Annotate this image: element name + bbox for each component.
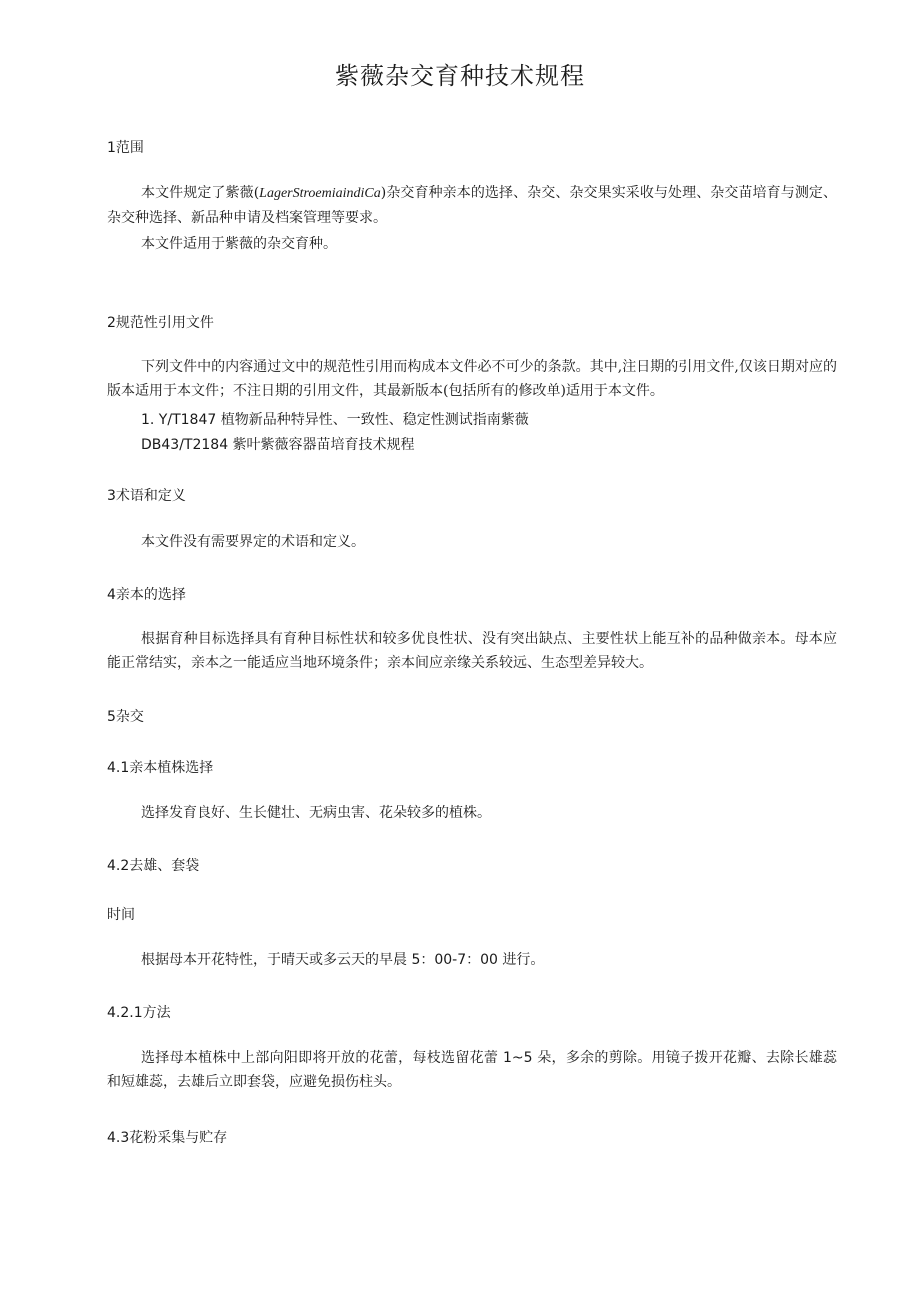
section-4-heading: 4亲本的选择	[107, 587, 186, 603]
latin-name: LagerStroemiaindiCa	[259, 186, 381, 201]
section-5-heading: 5杂交	[107, 709, 144, 725]
section-4-2-1-heading: 4.2.1方法	[107, 1005, 171, 1021]
section-4-1-paragraph-1: 选择发育良好、生长健壮、无病虫害、花朵较多的植株。	[141, 805, 491, 821]
section-4-2-1-paragraph-1: 选择母本植株中上部向阳即将开放的花蕾，每枝选留花蕾 1~5 朵，多余的剪除。用镜子拨开花瓣、去除长雄蕊和短雄蕊，去雄后立即套袋，应避免损伤柱头。	[107, 1050, 838, 1090]
section-4-2-subheading: 时间	[107, 907, 135, 923]
section-3-paragraph-1: 本文件没有需要界定的术语和定义。	[141, 534, 365, 550]
section-4-3-heading: 4.3花粉采集与贮存	[107, 1130, 228, 1146]
section-2-heading: 2规范性引用文件	[107, 315, 214, 331]
reference-1: 1. Y/T1847 植物新品种特异性、一致性、稳定性测试指南紫薇	[141, 412, 529, 428]
section-4-1-heading: 4.1亲本植株选择	[107, 760, 214, 776]
section-4-paragraph-1: 根据育种目标选择具有育种目标性状和较多优良性状、没有突出缺点、主要性状上能互补的品种做亲本。母本应能正常结实，亲本之一能适应当地环境条件；亲本间应亲缘关系较远、生态型差异较大。	[107, 631, 837, 671]
section-1-paragraph-2: 本文件适用于紫薇的杂交育种。	[141, 236, 337, 252]
section-2-paragraph-1: 下列文件中的内容通过文中的规范性引用而构成本文件必不可少的条款。其中,注日期的引用文件,仅该日期对应的版本适用于本文件；不注日期的引用文件，其最新版本(包括所有的修改单)适用于本文件。	[107, 359, 837, 399]
section-4-2-heading: 4.2去雄、套袋	[107, 858, 200, 874]
document-title: 紫薇杂交育种技术规程	[335, 62, 585, 90]
section-1-paragraph-1: 本文件规定了紫薇(LagerStroemiaindiCa)杂交育种亲本的选择、杂交、杂交果实采收与处理、杂交苗培育与测定、杂交种选择、新品种申请及档案管理等要求。	[107, 185, 837, 226]
section-4-2-paragraph-1: 根据母本开花特性，于晴天或多云天的早晨 5：00-7：00 进行。	[141, 952, 545, 968]
reference-2: DB43/T2184 紫叶紫薇容器苗培育技术规程	[141, 437, 415, 453]
section-3-heading: 3术语和定义	[107, 488, 186, 504]
section-1-heading: 1范围	[107, 140, 144, 156]
